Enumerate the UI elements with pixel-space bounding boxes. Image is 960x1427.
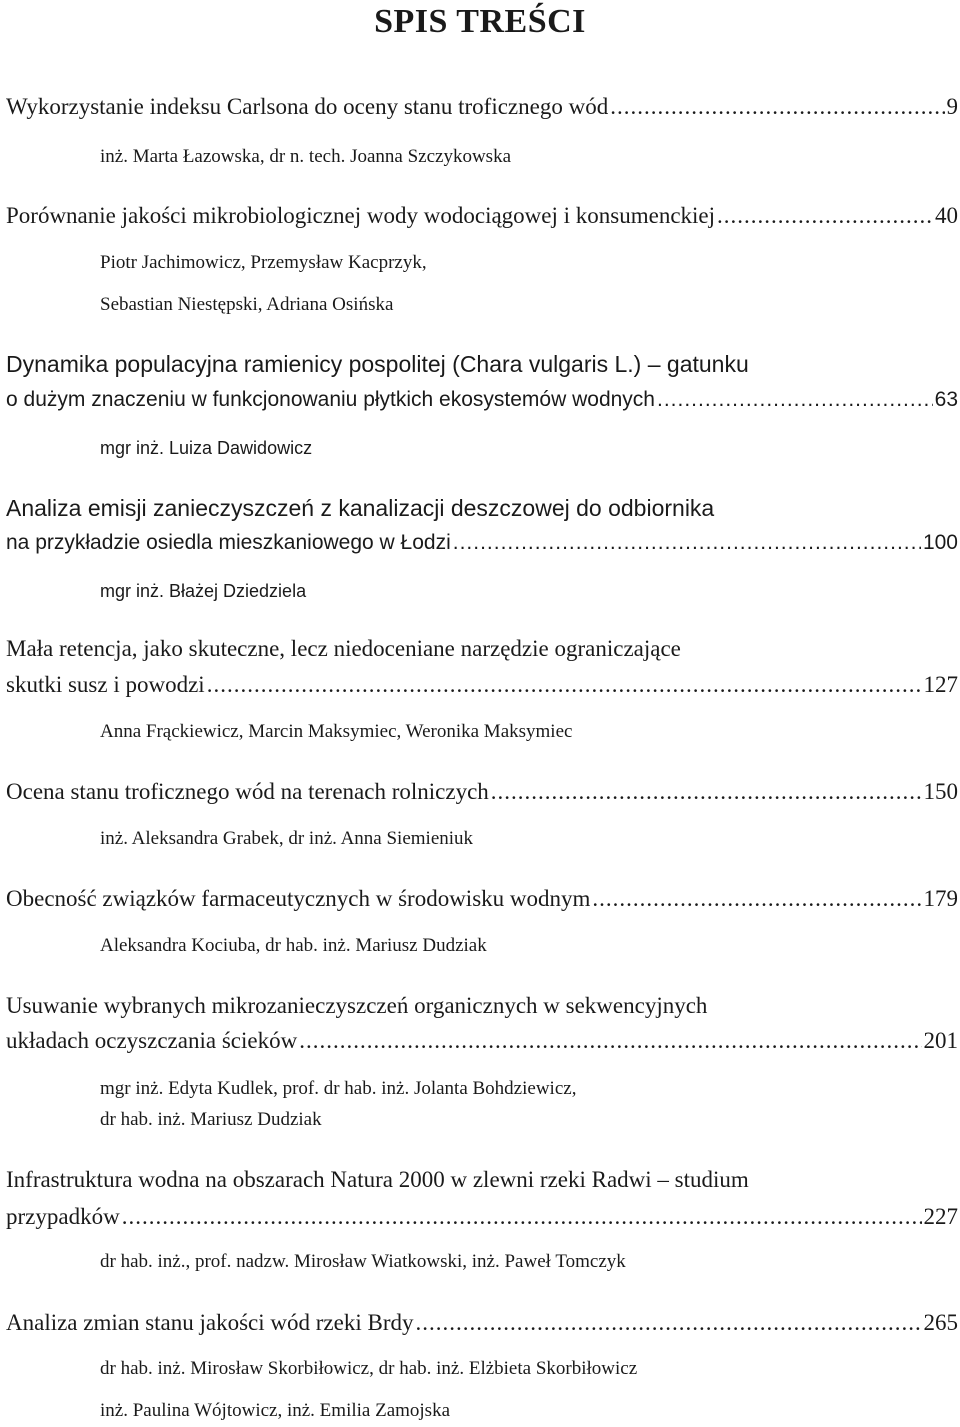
entry-page-number: 150 [923, 779, 958, 804]
toc-entry-title[interactable] [6, 202, 958, 230]
entry-title-text: o dużym znaczeniu w funkcjonowaniu płytkich ekosystemów wodnych [6, 388, 655, 411]
dot-leader [491, 778, 922, 806]
entry-title-text: Obecność związków farmaceutycznych w środowisku wodnym [6, 886, 591, 911]
entry-page-number: 201 [923, 1028, 958, 1053]
toc-entry-title-line[interactable]: Mała retencja, jako skuteczne, lecz niedoceniane narzędzie ograniczające [6, 636, 681, 661]
entry-authors: dr hab. inż., prof. nadzw. Mirosław Wiatkowski, inż. Paweł Tomczyk [100, 1251, 626, 1272]
toc-entry-title[interactable] [6, 671, 958, 699]
toc-entry-title-line[interactable]: Usuwanie wybranych mikrozanieczyszczeń organicznych w sekwencyjnych [6, 993, 708, 1018]
toc-entry-title-line[interactable]: Dynamika populacyjna ramienicy pospolitej (Chara vulgaris L.) – gatunku [6, 351, 749, 377]
entry-title-text: Analiza zmian stanu jakości wód rzeki Brdy [6, 1310, 414, 1335]
dot-leader [657, 386, 933, 414]
dot-leader [592, 885, 921, 913]
dot-leader [207, 671, 922, 699]
dot-leader [122, 1203, 922, 1231]
toc-entry-title[interactable] [6, 885, 958, 913]
entry-authors: Sebastian Niestępski, Adriana Osińska [100, 294, 394, 315]
toc-entry-title[interactable] [6, 386, 958, 414]
entry-page-number: 179 [923, 886, 958, 911]
toc-entry-title[interactable] [6, 778, 958, 806]
dot-leader [610, 93, 944, 121]
entry-page-number: 40 [935, 203, 958, 228]
entry-authors: mgr inż. Błażej Dziedziela [100, 581, 307, 601]
entry-page-number: 63 [934, 388, 958, 411]
toc-entry-title[interactable] [6, 529, 958, 557]
entry-title-text: Wykorzystanie indeksu Carlsona do oceny stanu troficznego wód [6, 94, 609, 119]
entry-title-text: na przykładzie osiedla mieszkaniowego w Łodzi [6, 531, 451, 554]
entry-authors: inż. Aleksandra Grabek, dr inż. Anna Siemieniuk [100, 828, 474, 849]
toc-entry-title[interactable] [6, 1027, 958, 1055]
entry-page-number: 9 [946, 94, 958, 119]
entry-authors: Anna Frąckiewicz, Marcin Maksymiec, Weronika Maksymiec [100, 721, 573, 742]
entry-title-text: przypadków [6, 1204, 120, 1229]
entry-title-text: Ocena stanu troficznego wód na terenach rolniczych [6, 779, 489, 804]
entry-page-number: 127 [923, 672, 958, 697]
toc-entry-title[interactable] [6, 93, 958, 121]
entry-authors: inż. Paulina Wójtowicz, inż. Emilia Zamojska [100, 1400, 451, 1421]
toc-entry-title[interactable] [6, 1203, 958, 1231]
entry-authors: Piotr Jachimowicz, Przemysław Kacprzyk, [100, 252, 427, 273]
entry-title-text: Porównanie jakości mikrobiologicznej wody wodociągowej i konsumenckiej [6, 203, 716, 228]
entry-title-text: układach oczyszczania ścieków [6, 1028, 298, 1053]
entry-page-number: 100 [922, 531, 958, 554]
entry-authors: inż. Marta Łazowska, dr n. tech. Joanna Szczykowska [100, 146, 511, 167]
toc-entry-title-line[interactable]: Infrastruktura wodna na obszarach Natura 2000 w zlewni rzeki Radwi – studium [6, 1167, 749, 1192]
entry-page-number: 227 [923, 1204, 958, 1229]
entry-authors: mgr inż. Edyta Kudlek, prof. dr hab. inż. Jolanta Bohdziewicz, [100, 1078, 577, 1099]
page-title: SPIS TREŚCI [374, 3, 586, 40]
entry-authors: dr hab. inż. Mirosław Skorbiłowicz, dr hab. inż. Elżbieta Skorbiłowicz [100, 1358, 638, 1379]
toc-entry-title-line[interactable]: Analiza emisji zanieczyszczeń z kanalizacji deszczowej do odbiornika [6, 495, 715, 521]
toc-entry-title[interactable] [6, 1309, 958, 1337]
entry-authors: mgr inż. Luiza Dawidowicz [100, 438, 313, 458]
dot-leader [717, 202, 933, 230]
entry-authors: dr hab. inż. Mariusz Dudziak [100, 1109, 322, 1130]
entry-page-number: 265 [923, 1310, 958, 1335]
dot-leader [416, 1309, 922, 1337]
dot-leader [453, 529, 921, 557]
entry-authors: Aleksandra Kociuba, dr hab. inż. Mariusz Dudziak [100, 935, 487, 956]
entry-title-text: skutki susz i powodzi [6, 672, 205, 697]
dot-leader [299, 1027, 921, 1055]
